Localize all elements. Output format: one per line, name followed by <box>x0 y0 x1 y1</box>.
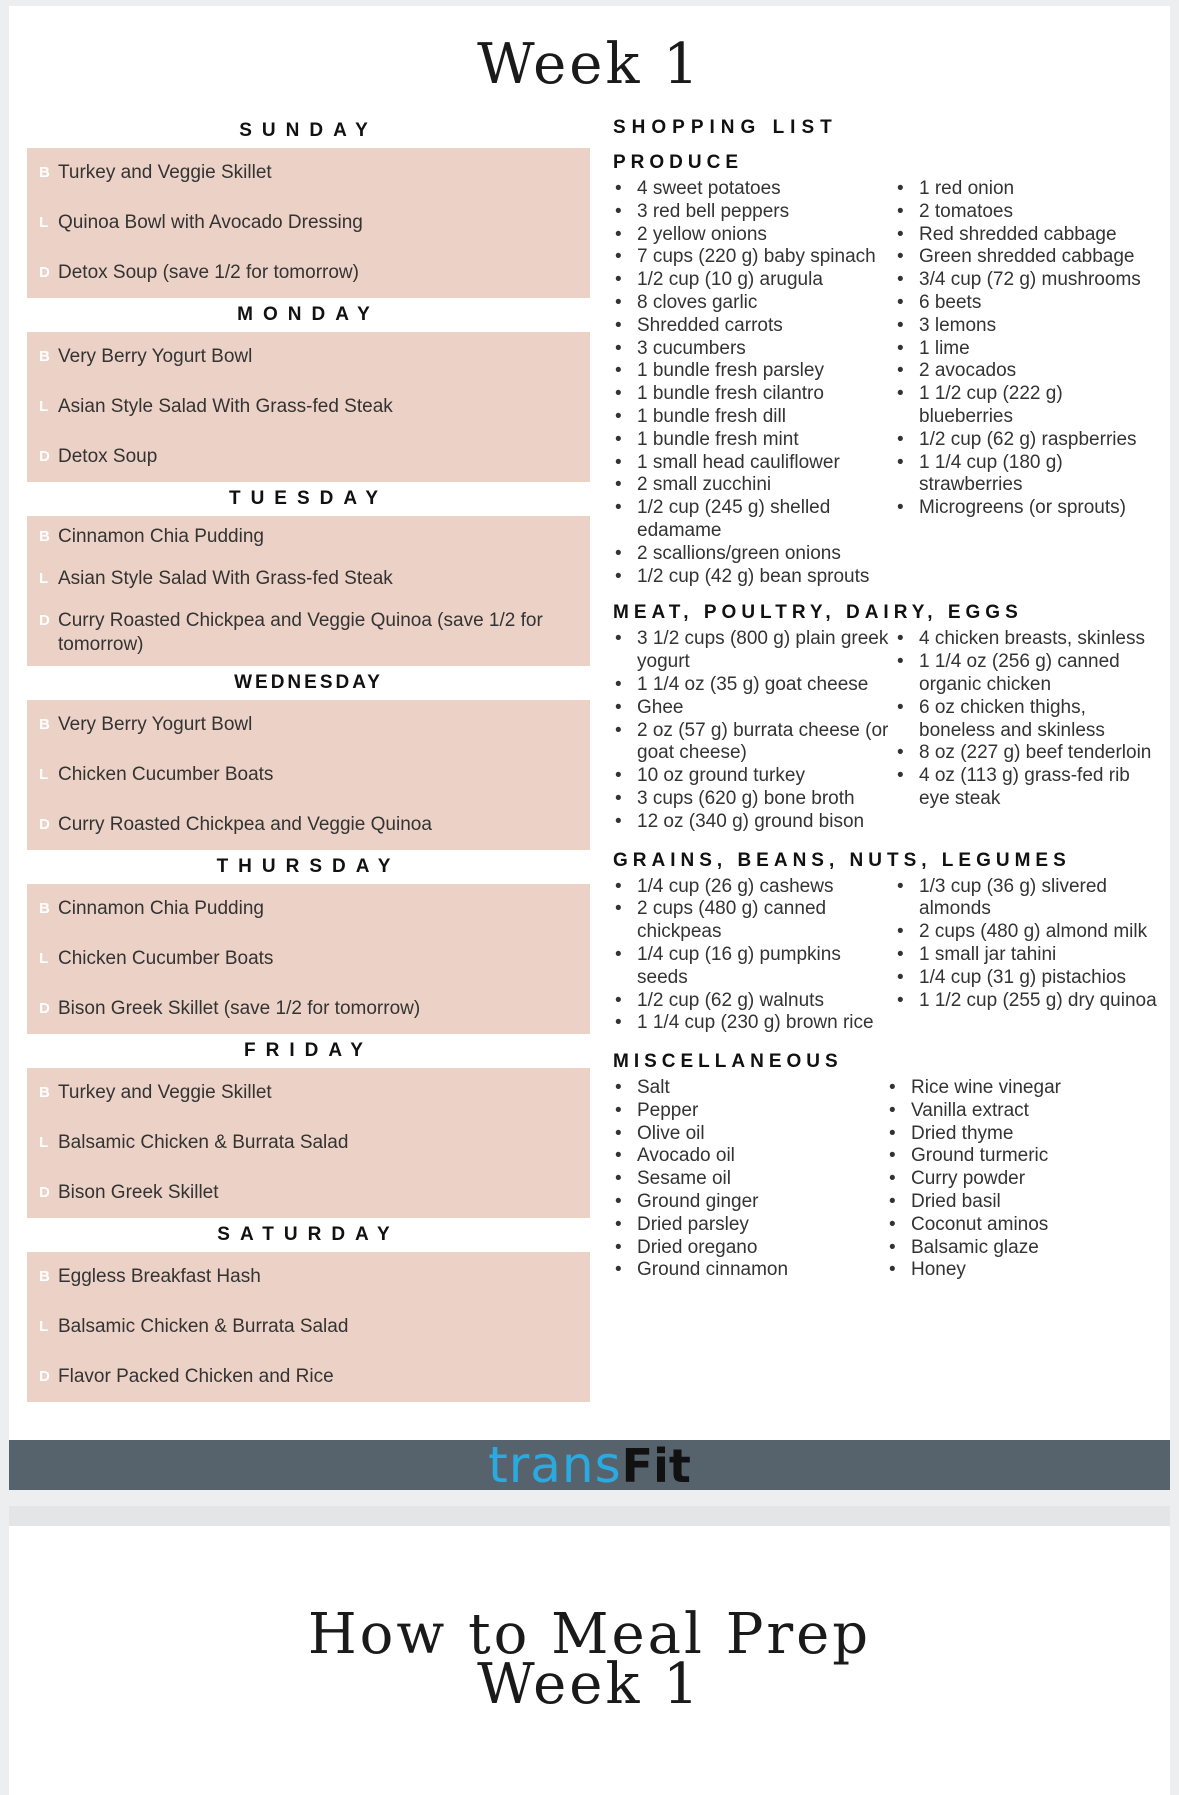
meal-letter: B <box>39 1084 50 1101</box>
list-item: • 2 cups (480 g) almond milk <box>895 921 1158 944</box>
meal-name: Cinnamon Chia Pudding <box>58 526 264 547</box>
day-meals-tuesday <box>27 516 590 666</box>
meal-letter: B <box>39 716 50 733</box>
list-item: • Avocado oil <box>613 1145 887 1168</box>
shopping-column <box>895 178 1158 588</box>
list-item: • Dried oregano <box>613 1237 887 1260</box>
meal-name: Cinnamon Chia Pudding <box>58 898 264 919</box>
meal-letter: L <box>39 1318 49 1335</box>
list-item: • Balsamic glaze <box>887 1237 1158 1260</box>
shopping-column <box>613 1077 887 1282</box>
list-item: • Sesame oil <box>613 1168 887 1191</box>
meal-item <box>27 1181 590 1205</box>
day-heading-thursday: THURSDAY <box>216 856 401 877</box>
meal-name: Detox Soup (save 1/2 for tomorrow) <box>58 262 359 283</box>
meal-name: Turkey and Veggie Skillet <box>58 1082 272 1103</box>
meal-item <box>27 813 590 837</box>
meal-item <box>27 947 590 971</box>
meal-name: Detox Soup <box>58 446 158 467</box>
day-heading-saturday: SATURDAY <box>217 1224 400 1245</box>
shopping-column <box>613 628 895 833</box>
meal-name: Curry Roasted Chickpea and Veggie Quinoa <box>58 814 432 835</box>
meal-item <box>27 261 590 285</box>
meal-letter: D <box>39 612 50 629</box>
meal-name: Balsamic Chicken & Burrata Salad <box>58 1132 349 1153</box>
meal-letter: L <box>39 214 49 231</box>
day-heading-monday: MONDAY <box>237 304 380 325</box>
day-meals-sunday <box>27 148 590 298</box>
logo-text-fit: Fit <box>621 1439 691 1490</box>
list-item: • 1/4 cup (26 g) cashews <box>613 876 895 899</box>
list-item: • 2 oz (57 g) burrata cheese (or goat cheese) <box>613 720 895 766</box>
list-item: • 4 oz (113 g) grass-fed rib eye steak <box>895 765 1158 811</box>
meal-item <box>27 609 590 657</box>
meal-letter: D <box>39 264 50 281</box>
day-heading-tuesday: TUESDAY <box>228 488 389 509</box>
meal-letter: D <box>39 448 50 465</box>
meal-item <box>27 161 590 185</box>
meal-letter: B <box>39 528 50 545</box>
list-item: • Ground cinnamon <box>613 1259 887 1282</box>
meal-item <box>27 1081 590 1105</box>
list-item: • Dried basil <box>887 1191 1158 1214</box>
list-item: • Shredded carrots <box>613 315 895 338</box>
meal-item <box>27 1131 590 1155</box>
meal-letter: B <box>39 348 50 365</box>
list-item: • 3 1/2 cups (800 g) plain greek yogurt <box>613 628 895 674</box>
list-item: • 1/4 cup (16 g) pumpkins seeds <box>613 944 895 990</box>
meal-plan <box>27 114 590 1402</box>
next-page <box>9 1526 1170 1795</box>
list-item: • 1 lime <box>895 338 1158 361</box>
list-item: • 1/2 cup (42 g) bean sprouts <box>613 566 895 589</box>
meal-item <box>27 345 590 369</box>
meal-letter: L <box>39 1134 49 1151</box>
meal-name: Bison Greek Skillet (save 1/2 for tomorrow) <box>58 998 421 1019</box>
transfit-logo <box>9 1436 1170 1490</box>
list-item: • 6 oz chicken thighs, boneless and skinless <box>895 697 1158 743</box>
day-heading-friday: FRIDAY <box>244 1040 373 1061</box>
list-item: • 10 oz ground turkey <box>613 765 895 788</box>
list-item: • Dried thyme <box>887 1123 1158 1146</box>
meal-name: Curry Roasted Chickpea and Veggie Quinoa (save 1/2 for tomorrow) <box>58 610 543 655</box>
list-item: • 4 sweet potatoes <box>613 178 895 201</box>
list-item: • 1 1/4 oz (35 g) goat cheese <box>613 674 895 697</box>
day-meals-thursday <box>27 884 590 1034</box>
list-item: • Rice wine vinegar <box>887 1077 1158 1100</box>
list-item: • 1 bundle fresh cilantro <box>613 383 895 406</box>
list-item: • 1 red onion <box>895 178 1158 201</box>
section-title: GRAINS, BEANS, NUTS, LEGUMES <box>613 849 1071 871</box>
meal-letter: D <box>39 1184 50 1201</box>
meal-item <box>27 525 590 549</box>
meal-name: Bison Greek Skillet <box>58 1182 219 1203</box>
list-item: • Pepper <box>613 1100 887 1123</box>
meal-letter: D <box>39 1000 50 1017</box>
day-meals-friday <box>27 1068 590 1218</box>
meal-letter: L <box>39 766 49 783</box>
meal-letter: D <box>39 816 50 833</box>
shopping-column <box>613 178 895 588</box>
list-item: • Honey <box>887 1259 1158 1282</box>
list-item: • 1 1/4 oz (256 g) canned organic chicken <box>895 651 1158 697</box>
next-page-title-line1: How to Meal Prep <box>307 1602 872 1667</box>
list-item: • 4 chicken breasts, skinless <box>895 628 1158 651</box>
meal-letter: B <box>39 164 50 181</box>
section-title: MISCELLANEOUS <box>613 1051 843 1073</box>
list-item: • 1 1/4 cup (180 g) strawberries <box>895 452 1158 498</box>
logo-text-trans: trans <box>488 1436 622 1490</box>
meal-item <box>27 211 590 235</box>
list-item: • 2 tomatoes <box>895 201 1158 224</box>
meal-name: Very Berry Yogurt Bowl <box>58 714 253 735</box>
shopping-section <box>613 1047 1158 1282</box>
section-title: MEAT, POULTRY, DAIRY, EGGS <box>613 602 1023 624</box>
shopping-column <box>895 876 1158 1036</box>
list-item: • 2 yellow onions <box>613 224 895 247</box>
list-item: • 8 oz (227 g) beef tenderloin <box>895 742 1158 765</box>
list-item: • 3 cucumbers <box>613 338 895 361</box>
list-item: • 6 beets <box>895 292 1158 315</box>
list-item: • 1 1/4 cup (230 g) brown rice <box>613 1012 895 1035</box>
list-item: • Ground turmeric <box>887 1145 1158 1168</box>
list-item: • Ghee <box>613 697 895 720</box>
meal-name: Asian Style Salad With Grass-fed Steak <box>58 568 393 589</box>
meal-name: Asian Style Salad With Grass-fed Steak <box>58 396 393 417</box>
list-item: • 3 lemons <box>895 315 1158 338</box>
meal-letter: D <box>39 1368 50 1385</box>
meal-letter: L <box>39 950 49 967</box>
list-item: • Salt <box>613 1077 887 1100</box>
list-item: • 1 small jar tahini <box>895 944 1158 967</box>
shopping-section <box>613 148 1158 588</box>
day-meals-saturday <box>27 1252 590 1402</box>
list-item: • 12 oz (340 g) ground bison <box>613 811 895 834</box>
next-page-title-line2: Week 1 <box>477 1652 702 1717</box>
list-item: • 7 cups (220 g) baby spinach <box>613 246 895 269</box>
list-item: • Curry powder <box>887 1168 1158 1191</box>
shopping-column <box>895 628 1158 833</box>
list-item: • Vanilla extract <box>887 1100 1158 1123</box>
meal-item <box>27 567 590 591</box>
list-item: • 3 red bell peppers <box>613 201 895 224</box>
day-meals-wednesday <box>27 700 590 850</box>
meal-item <box>27 713 590 737</box>
day-heading-sunday: SUNDAY <box>239 120 378 141</box>
shopping-list <box>613 114 1158 1282</box>
list-item: • 1/4 cup (31 g) pistachios <box>895 967 1158 990</box>
list-item: • 2 avocados <box>895 360 1158 383</box>
list-item: • Microgreens (or sprouts) <box>895 497 1158 520</box>
list-item: • 1/2 cup (10 g) arugula <box>613 269 895 292</box>
list-item: • 1 1/2 cup (222 g) blueberries <box>895 383 1158 429</box>
list-item: • 2 scallions/green onions <box>613 543 895 566</box>
meal-name: Chicken Cucumber Boats <box>58 764 274 785</box>
list-item: • Red shredded cabbage <box>895 224 1158 247</box>
meal-name: Quinoa Bowl with Avocado Dressing <box>58 212 363 233</box>
meal-item <box>27 1265 590 1289</box>
shopping-column <box>613 876 895 1036</box>
meal-item <box>27 1365 590 1389</box>
list-item: • 1/3 cup (36 g) slivered almonds <box>895 876 1158 922</box>
list-item: • Ground ginger <box>613 1191 887 1214</box>
list-item: • 8 cloves garlic <box>613 292 895 315</box>
list-item: • 1 bundle fresh mint <box>613 429 895 452</box>
meal-letter: B <box>39 900 50 917</box>
meal-name: Chicken Cucumber Boats <box>58 948 274 969</box>
day-meals-monday <box>27 332 590 482</box>
meal-item <box>27 395 590 419</box>
meal-name: Balsamic Chicken & Burrata Salad <box>58 1316 349 1337</box>
list-item: • Coconut aminos <box>887 1214 1158 1237</box>
meal-name: Turkey and Veggie Skillet <box>58 162 272 183</box>
meal-letter: B <box>39 1268 50 1285</box>
meal-name: Very Berry Yogurt Bowl <box>58 346 253 367</box>
list-item: • 1 1/2 cup (255 g) dry quinoa <box>895 990 1158 1013</box>
list-item: • 2 small zucchini <box>613 474 895 497</box>
page-title: Week 1 <box>477 32 702 97</box>
document-page <box>9 6 1170 1490</box>
list-item: • 1/2 cup (62 g) raspberries <box>895 429 1158 452</box>
list-item: • 3 cups (620 g) bone broth <box>613 788 895 811</box>
footer-bar <box>9 1436 1170 1490</box>
list-item: • 1/2 cup (245 g) shelled edamame <box>613 497 895 543</box>
list-item: • 1 small head cauliflower <box>613 452 895 475</box>
day-heading-wednesday: WEDNESDAY <box>234 672 383 693</box>
meal-letter: L <box>39 398 49 415</box>
shopping-section <box>613 598 1158 833</box>
meal-item <box>27 897 590 921</box>
list-item: • Dried parsley <box>613 1214 887 1237</box>
list-item: • Green shredded cabbage <box>895 246 1158 269</box>
meal-item <box>27 997 590 1021</box>
list-item: • 2 cups (480 g) canned chickpeas <box>613 898 895 944</box>
meal-item <box>27 763 590 787</box>
section-title: PRODUCE <box>613 152 744 173</box>
meal-item <box>27 1315 590 1339</box>
next-page-title <box>9 1602 1170 1717</box>
list-item: • 1 bundle fresh dill <box>613 406 895 429</box>
meal-name: Eggless Breakfast Hash <box>58 1266 261 1287</box>
list-item: • 3/4 cup (72 g) mushrooms <box>895 269 1158 292</box>
shopping-section <box>613 846 1158 1036</box>
meal-item <box>27 445 590 469</box>
page-separator <box>9 1506 1170 1526</box>
list-item: • Olive oil <box>613 1123 887 1146</box>
meal-letter: L <box>39 570 49 587</box>
meal-name: Flavor Packed Chicken and Rice <box>58 1366 334 1387</box>
shopping-column <box>887 1077 1158 1282</box>
list-item: • 1/2 cup (62 g) walnuts <box>613 990 895 1013</box>
shopping-list-title: SHOPPING LIST <box>613 117 838 138</box>
list-item: • 1 bundle fresh parsley <box>613 360 895 383</box>
